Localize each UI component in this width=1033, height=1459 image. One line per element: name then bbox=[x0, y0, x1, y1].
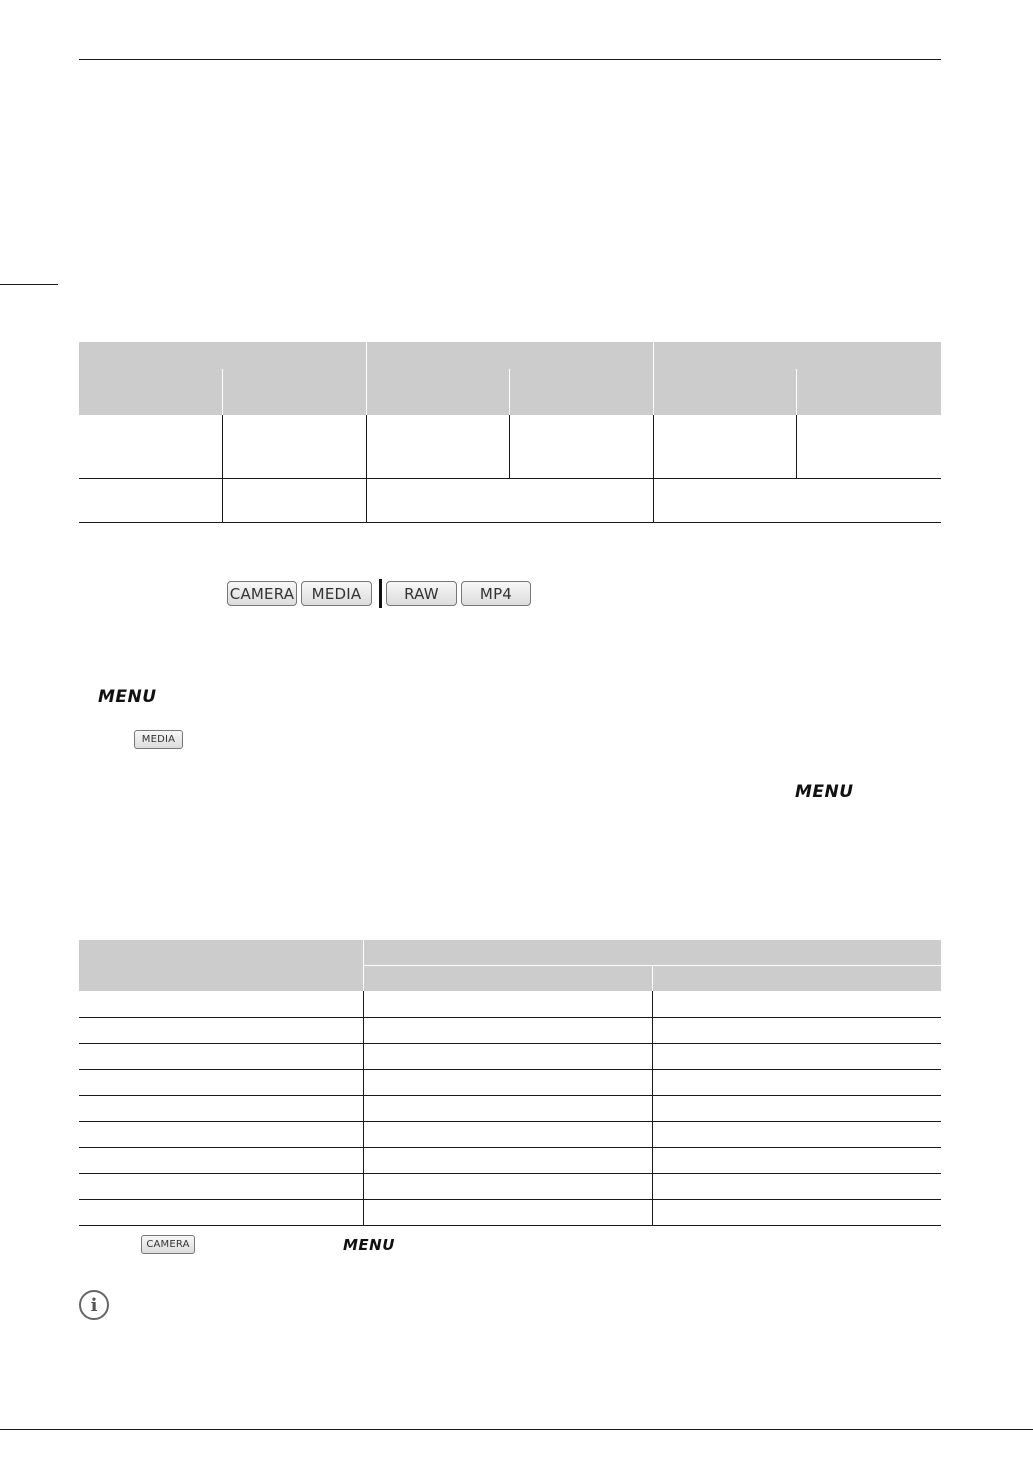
subheader-cell bbox=[653, 369, 796, 415]
table-cell bbox=[796, 415, 941, 478]
header-cell bbox=[653, 342, 941, 369]
info-icon bbox=[79, 1290, 109, 1320]
table-cell bbox=[79, 1121, 363, 1147]
table-cell bbox=[363, 991, 652, 1017]
table-cell bbox=[79, 1199, 363, 1225]
header-cell bbox=[366, 342, 653, 369]
table-cell bbox=[79, 991, 363, 1017]
subheader-cell bbox=[366, 369, 509, 415]
table-cell bbox=[363, 1095, 652, 1121]
table-row bbox=[79, 1121, 941, 1147]
media-mode-badge-small: MEDIA bbox=[134, 730, 183, 749]
table-cell bbox=[652, 1017, 941, 1043]
table-cell bbox=[222, 415, 366, 478]
table-cell bbox=[652, 1043, 941, 1069]
table-row bbox=[79, 478, 941, 522]
camera-mode-badge: CAMERA bbox=[227, 581, 297, 606]
table-cell bbox=[79, 1017, 363, 1043]
subheader-cell bbox=[652, 965, 941, 991]
table-cell bbox=[363, 1147, 652, 1173]
table-cell bbox=[509, 415, 653, 478]
subheader-cell bbox=[509, 369, 653, 415]
subheader-cell bbox=[79, 369, 222, 415]
table-cell bbox=[652, 1199, 941, 1225]
table-row bbox=[79, 1043, 941, 1069]
header-cell bbox=[79, 940, 363, 991]
table-cell bbox=[652, 1069, 941, 1095]
header-cell bbox=[79, 342, 366, 369]
table-cell bbox=[363, 1043, 652, 1069]
menu-button-icon: MENU bbox=[343, 1236, 395, 1254]
table-cell bbox=[363, 1173, 652, 1199]
table-cell bbox=[79, 1043, 363, 1069]
table-cell bbox=[363, 1069, 652, 1095]
table-cell bbox=[79, 1069, 363, 1095]
table-cell bbox=[652, 991, 941, 1017]
table-row bbox=[79, 1095, 941, 1121]
table-row bbox=[79, 1147, 941, 1173]
table-row bbox=[79, 1017, 941, 1043]
raw-format-badge: RAW bbox=[386, 581, 457, 606]
table-cell bbox=[363, 1121, 652, 1147]
table-row bbox=[79, 1199, 941, 1225]
table-cell bbox=[79, 1147, 363, 1173]
header-rule bbox=[79, 59, 941, 60]
table-cell bbox=[79, 415, 222, 478]
mode-separator-bar bbox=[379, 579, 382, 608]
menu-button-icon: MENU bbox=[795, 782, 854, 802]
footer-rule bbox=[0, 1429, 1033, 1430]
subheader-cell bbox=[222, 369, 366, 415]
table-row bbox=[79, 1069, 941, 1095]
table-cell bbox=[652, 1121, 941, 1147]
table-cell bbox=[653, 478, 941, 522]
table-cell bbox=[653, 415, 796, 478]
table-header-row bbox=[79, 940, 941, 965]
subheader-cell bbox=[796, 369, 941, 415]
info-glyph: i bbox=[90, 1294, 98, 1316]
table-cell bbox=[79, 1095, 363, 1121]
table-cell bbox=[652, 1147, 941, 1173]
table-header-row bbox=[79, 342, 941, 369]
table-cell bbox=[79, 1173, 363, 1199]
table-cell bbox=[79, 478, 222, 522]
table-row bbox=[79, 415, 941, 478]
camera-mode-badge-small: CAMERA bbox=[141, 1235, 195, 1254]
menu-button-icon: MENU bbox=[98, 687, 157, 707]
table-cell bbox=[652, 1095, 941, 1121]
table-cell bbox=[366, 415, 509, 478]
table-cell bbox=[222, 478, 366, 522]
table-cell bbox=[363, 1017, 652, 1043]
recording-format-table bbox=[79, 342, 941, 523]
table-row bbox=[79, 1173, 941, 1199]
media-mode-badge: MEDIA bbox=[301, 581, 372, 606]
table-row bbox=[79, 991, 941, 1017]
table-subheader-row bbox=[79, 369, 941, 415]
table-cell bbox=[366, 478, 653, 522]
table-cell bbox=[363, 1199, 652, 1225]
header-cell bbox=[363, 940, 941, 965]
margin-tab-rule bbox=[0, 284, 58, 285]
settings-table bbox=[79, 940, 941, 1226]
table-cell bbox=[652, 1173, 941, 1199]
mp4-format-badge: MP4 bbox=[461, 581, 531, 606]
subheader-cell bbox=[363, 965, 652, 991]
